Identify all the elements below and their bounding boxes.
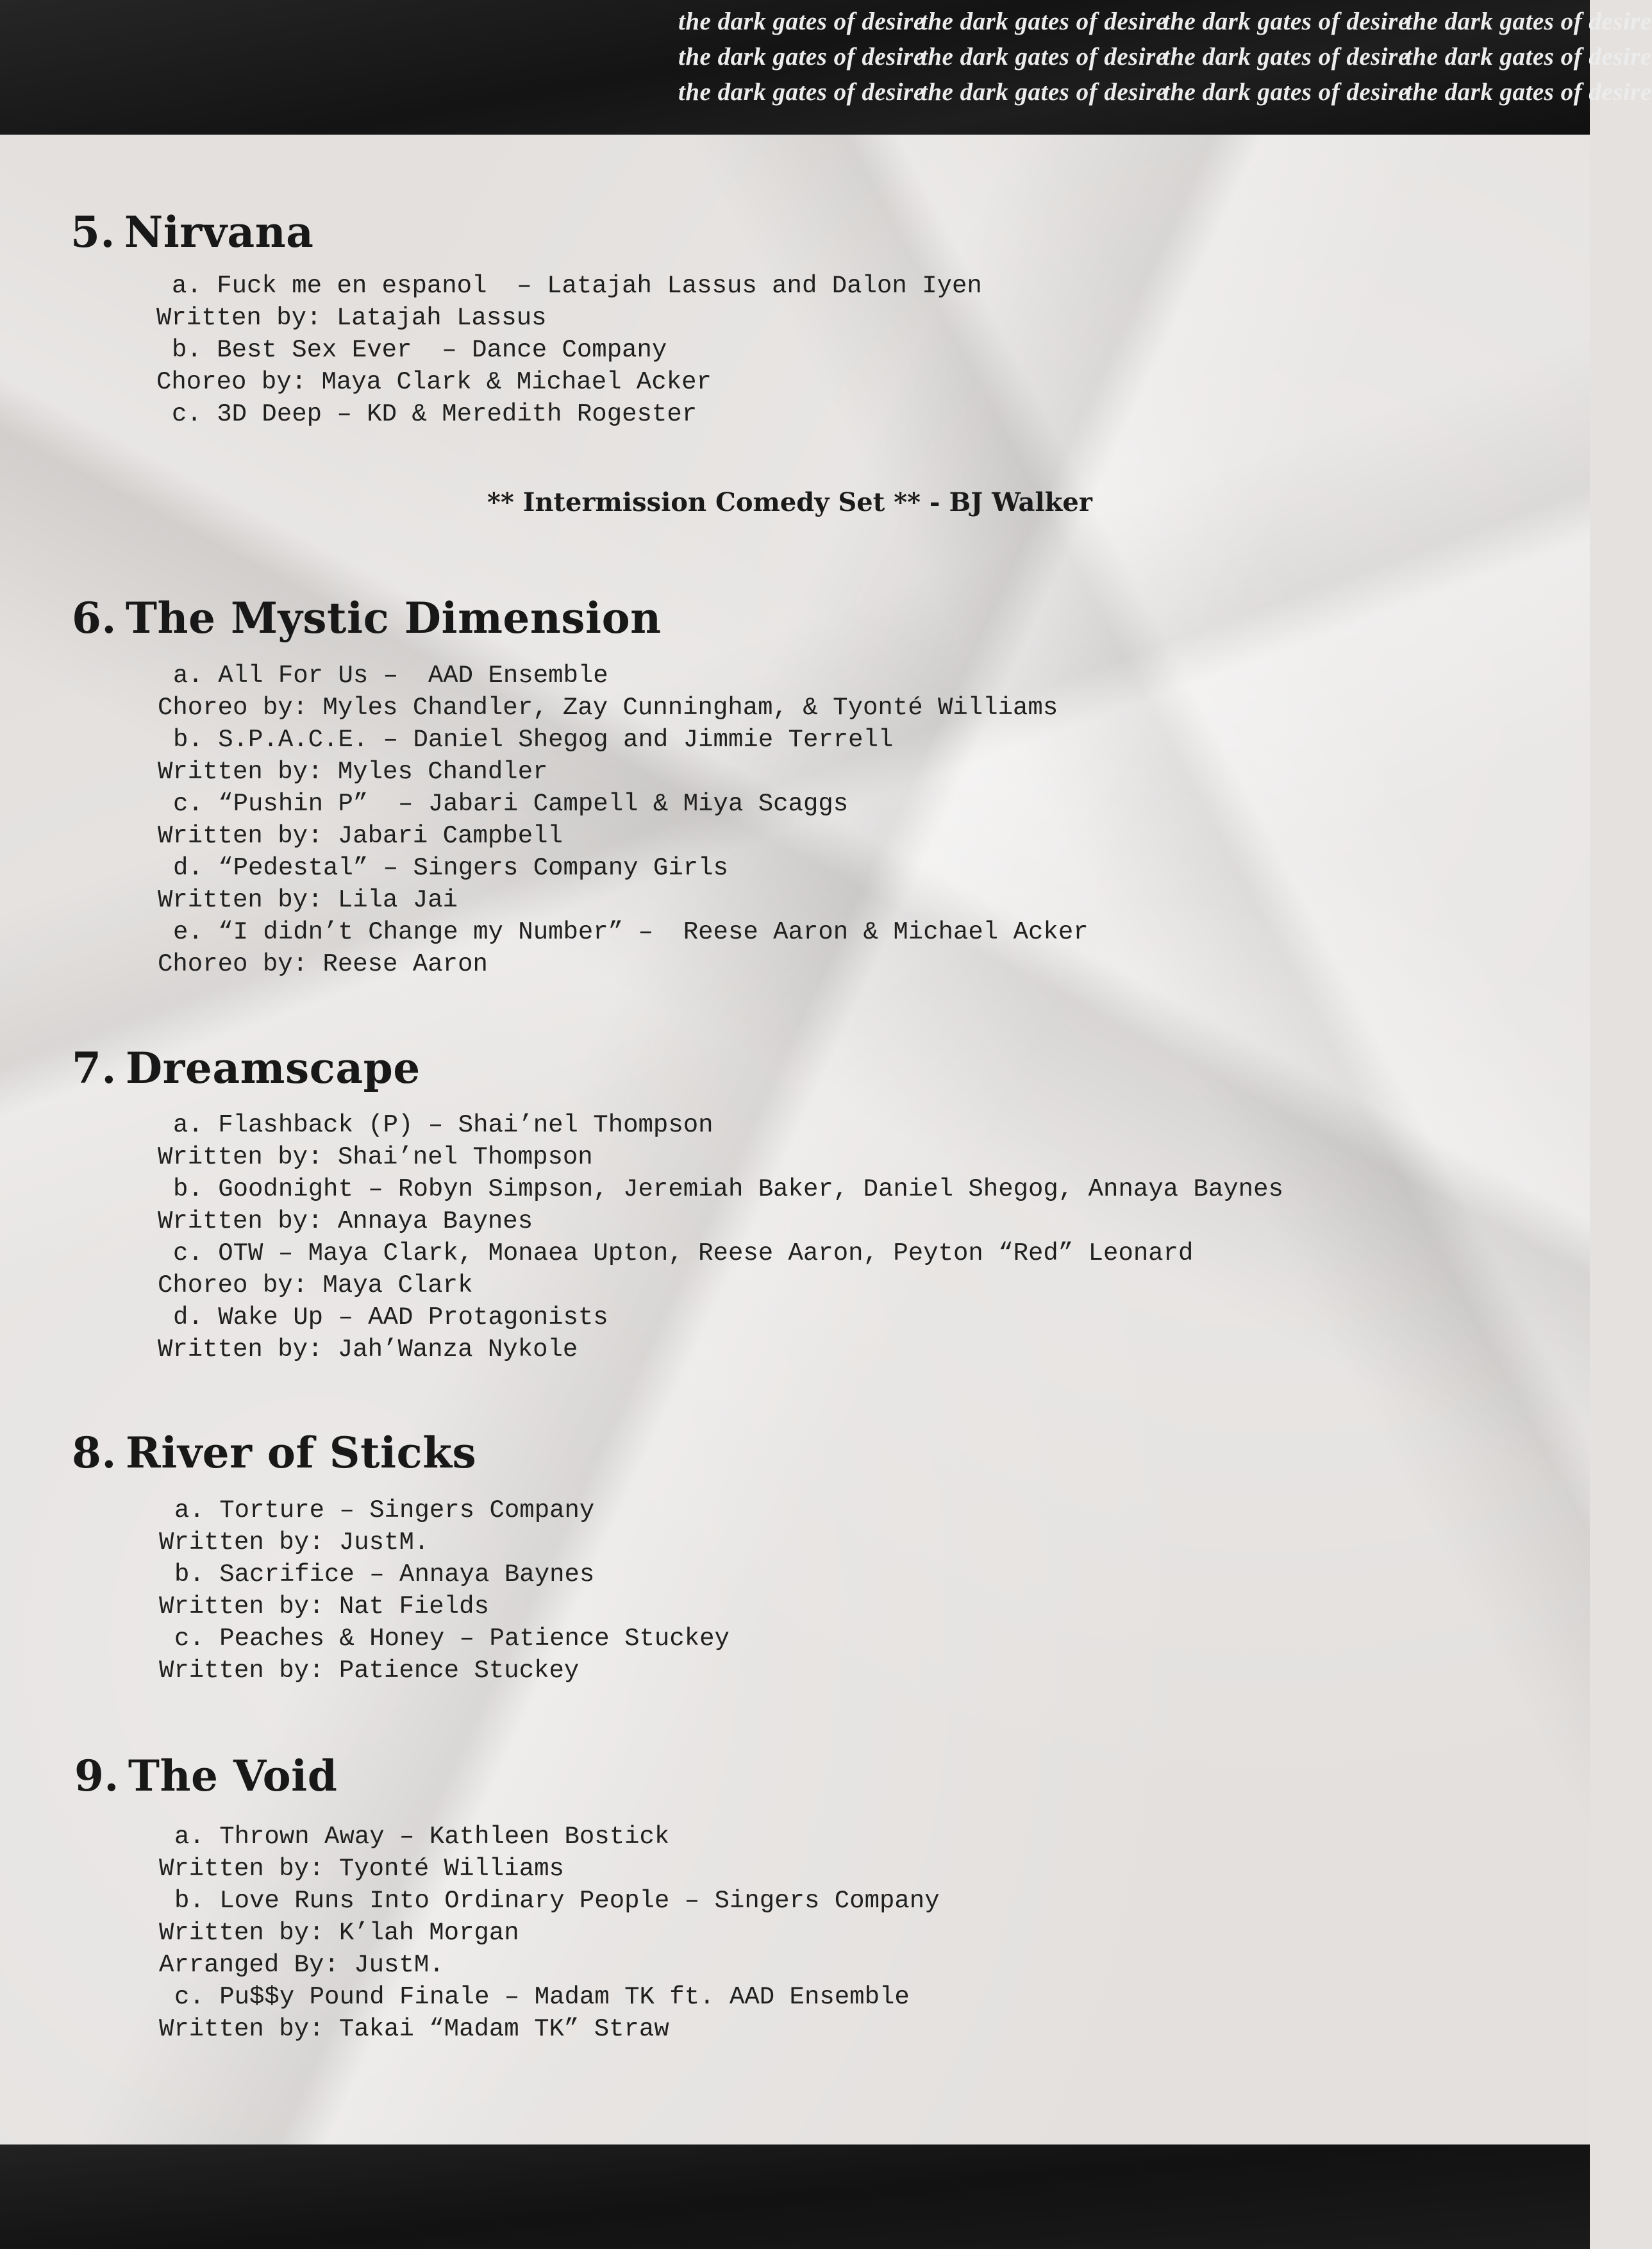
- banner-phrase: the dark gates of desire: [921, 43, 1167, 71]
- performance-item: d. Wake Up – AAD Protagonists: [173, 1303, 608, 1332]
- performance-item: c. Peaches & Honey – Patience Stuckey: [174, 1625, 730, 1653]
- credit-line: Written by: Patience Stuckey: [159, 1657, 580, 1685]
- banner-phrase: the dark gates of desire: [1163, 78, 1410, 106]
- credit-line: Written by: Jah’Wanza Nykole: [158, 1335, 578, 1364]
- act-title-river-of-sticks: [72, 1427, 476, 1478]
- performance-item: c. “Pushin P” – Jabari Campell & Miya Scaggs: [173, 790, 849, 818]
- performance-item: d. “Pedestal” – Singers Company Girls: [173, 854, 728, 882]
- performance-item: a. Flashback (P) – Shai’nel Thompson: [173, 1111, 713, 1139]
- credit-line: Written by: Annaya Baynes: [158, 1207, 533, 1235]
- act-name: The Void: [128, 1751, 338, 1801]
- credit-line: Choreo by: Maya Clark & Michael Acker: [156, 368, 712, 396]
- performance-item: c. 3D Deep – KD & Meredith Rogester: [172, 400, 697, 428]
- credit-line: Written by: Jabari Campbell: [158, 822, 563, 850]
- credit-line: Written by: Lila Jai: [158, 886, 458, 914]
- act-name: Dreamscape: [125, 1043, 421, 1093]
- credit-line: Written by: Shai’nel Thompson: [158, 1143, 593, 1171]
- act-number: 5.: [71, 207, 115, 257]
- banner-phrase: the dark gates of desire: [1405, 43, 1652, 71]
- banner-phrase: the dark gates of desire: [678, 43, 925, 71]
- act-title-mystic-dimension: [72, 592, 662, 644]
- performance-item: c. Pu$$y Pound Finale – Madam TK ft. AAD Ensemble: [174, 1983, 910, 2011]
- performance-item: a. Thrown Away – Kathleen Bostick: [174, 1823, 670, 1851]
- act-list-nirvana: [156, 270, 982, 430]
- banner-phrase: the dark gates of desire: [1163, 8, 1410, 35]
- credit-line: Arranged By: JustM.: [159, 1951, 444, 1979]
- performance-item: a. Fuck me en espanol – Latajah Lassus and Dalon Iyen: [172, 272, 982, 300]
- performance-item: b. Goodnight – Robyn Simpson, Jeremiah Baker, Daniel Shegog, Annaya Baynes: [173, 1175, 1283, 1203]
- act-number: 7.: [72, 1043, 117, 1093]
- act-name: Nirvana: [124, 207, 314, 257]
- act-name: The Mystic Dimension: [125, 593, 662, 643]
- act-number: 8.: [72, 1428, 117, 1478]
- credit-line: Choreo by: Reese Aaron: [158, 950, 488, 978]
- banner-phrase: the dark gates of desire: [1163, 43, 1410, 71]
- performance-item: b. S.P.A.C.E. – Daniel Shegog and Jimmie Terrell: [173, 726, 894, 754]
- act-title-the-void: [74, 1750, 337, 1802]
- act-number: 9.: [74, 1751, 119, 1801]
- act-list-dreamscape: [158, 1109, 1283, 1366]
- intermission-heading: ** Intermission Comedy Set ** - BJ Walker: [487, 487, 1092, 517]
- performance-item: b. Love Runs Into Ordinary People – Singers Company: [174, 1887, 940, 1915]
- credit-line: Written by: Myles Chandler: [158, 758, 548, 786]
- performance-item: b. Sacrifice – Annaya Baynes: [174, 1560, 595, 1589]
- banner-phrase: the dark gates of desire: [678, 78, 925, 106]
- performance-item: a. All For Us – AAD Ensemble: [173, 662, 608, 690]
- act-list-mystic-dimension: [158, 660, 1089, 980]
- act-title-dreamscape: [72, 1042, 421, 1094]
- act-name: River of Sticks: [125, 1428, 477, 1478]
- performance-item: e. “I didn’t Change my Number” – Reese Aaron & Michael Acker: [173, 918, 1089, 946]
- credit-line: Choreo by: Maya Clark: [158, 1271, 473, 1300]
- performance-item: b. Best Sex Ever – Dance Company: [172, 336, 667, 364]
- banner-phrase: the dark gates of desire: [921, 8, 1167, 35]
- performance-item: c. OTW – Maya Clark, Monaea Upton, Reese Aaron, Peyton “Red” Leonard: [173, 1239, 1194, 1267]
- act-title-nirvana: [71, 206, 313, 258]
- banner-phrase: the dark gates of desire: [678, 8, 925, 35]
- banner-phrase: the dark gates of desire: [921, 78, 1167, 106]
- act-number: 6.: [72, 593, 117, 643]
- credit-line: Written by: Latajah Lassus: [156, 304, 547, 332]
- credit-line: Choreo by: Myles Chandler, Zay Cunningham, & Tyonté Williams: [158, 694, 1058, 722]
- credit-line: Written by: Nat Fields: [159, 1593, 489, 1621]
- credit-line: Written by: Takai “Madam TK” Straw: [159, 2015, 669, 2043]
- credit-line: Written by: JustM.: [159, 1528, 430, 1557]
- credit-line: Written by: Tyonté Williams: [159, 1855, 564, 1883]
- credit-line: Written by: K’lah Morgan: [159, 1919, 519, 1947]
- act-list-the-void: [159, 1821, 940, 2045]
- act-list-river-of-sticks: [159, 1494, 730, 1687]
- performance-item: a. Torture – Singers Company: [174, 1496, 595, 1525]
- banner-phrase: the dark gates of desire: [1405, 78, 1652, 106]
- banner-phrase: the dark gates of desire: [1405, 8, 1652, 35]
